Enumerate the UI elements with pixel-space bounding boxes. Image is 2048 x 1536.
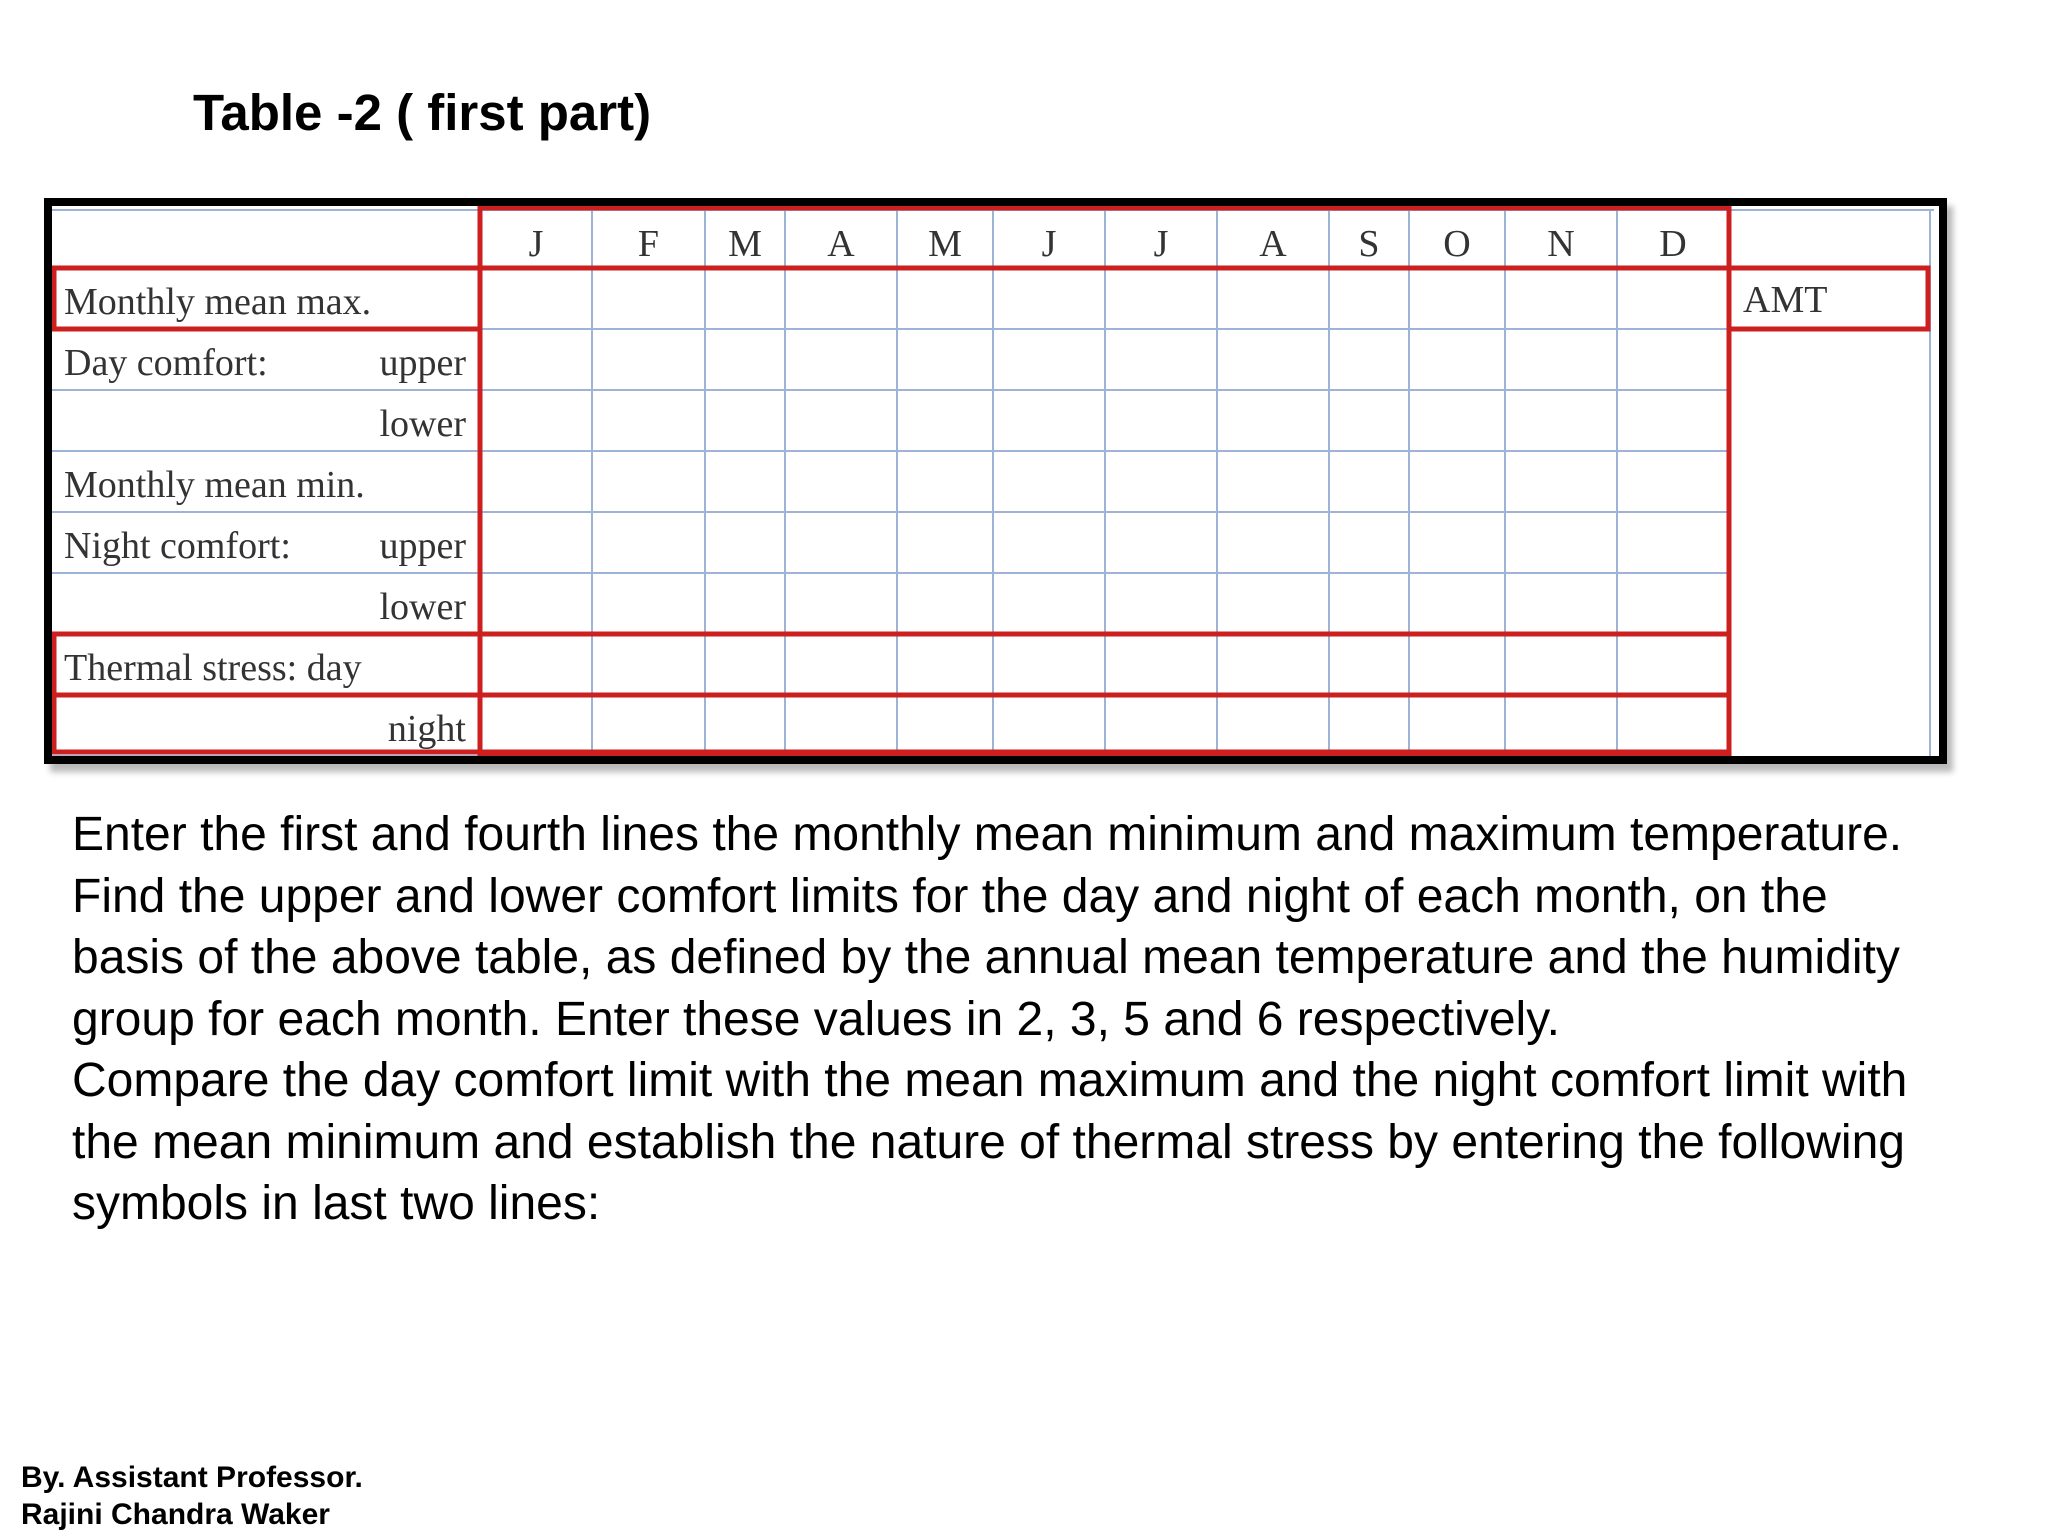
instructions	[72, 804, 1952, 1235]
month-header-2: M	[728, 223, 762, 265]
row-sublabel-1: upper	[379, 342, 466, 384]
month-header-10: N	[1547, 223, 1575, 265]
month-header-5: J	[1041, 223, 1057, 265]
author-credits	[21, 1459, 363, 1533]
month-header-7: A	[1259, 223, 1287, 265]
row-label-6: Thermal stress: day	[64, 647, 362, 689]
row-sublabel-5: lower	[379, 586, 466, 628]
month-header-4: M	[928, 223, 962, 265]
author-title: By. Assistant Professor.	[21, 1461, 363, 1494]
row-label-4: Night comfort:	[64, 525, 291, 567]
row-label-0: Monthly mean max.	[64, 281, 372, 323]
climate-table	[44, 198, 1947, 764]
slide-title: Table -2 ( first part)	[193, 84, 652, 141]
month-header-9: O	[1443, 223, 1471, 265]
row-sublabel-7: night	[387, 708, 466, 750]
month-header-8: S	[1358, 223, 1380, 265]
month-header-0: J	[528, 223, 544, 265]
month-header-6: J	[1153, 223, 1169, 265]
thermal-stress-night-highlight	[54, 695, 1729, 752]
instruction-paragraph-2: Find the upper and lower comfort limits for the day and night of each month, on the basis of the above table, as defined by the annual mean temperature and the humidity group for each month. Enter these values in 2, 3, 5 and 6 respectively.	[72, 869, 1900, 1046]
instruction-paragraph-3: Compare the day comfort limit with the mean maximum and the night comfort limit with the mean minimum and establish the nature of thermal stress by entering the following symbols in last two lines:	[72, 1054, 1908, 1230]
row-sublabel-4: upper	[379, 525, 466, 567]
amt-label: AMT	[1743, 279, 1828, 321]
row-label-3: Monthly mean min.	[64, 464, 365, 506]
row-label-1: Day comfort:	[64, 342, 268, 384]
instruction-paragraph-1: Enter the first and fourth lines the monthly mean minimum and maximum temperature.	[72, 808, 1903, 861]
row-sublabel-2: lower	[379, 403, 466, 445]
climate-table-grid	[52, 206, 1939, 756]
month-header-11: D	[1659, 223, 1687, 265]
author-name: Rajini Chandra Waker	[21, 1498, 330, 1531]
month-header-1: F	[637, 223, 660, 265]
month-header-3: A	[827, 223, 855, 265]
